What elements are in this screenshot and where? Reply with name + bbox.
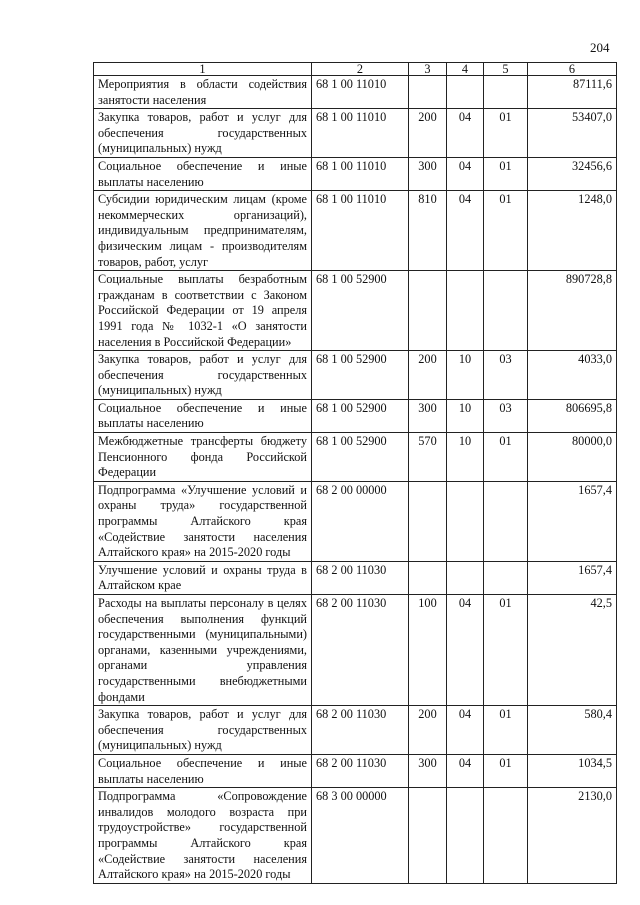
column-header: 2 — [312, 63, 409, 76]
row-code-cell: 68 2 00 11030 — [312, 706, 409, 755]
row-section-cell: 04 — [447, 157, 484, 190]
table-row — [94, 561, 617, 594]
row-name-cell: Закупка товаров, работ и услуг для обеспечения государственных (муниципальных) нужд — [94, 706, 312, 755]
row-amount-cell: 42,5 — [528, 595, 617, 706]
row-code-cell: 68 1 00 52900 — [312, 433, 409, 482]
table-row — [94, 754, 617, 787]
row-section-cell: 04 — [447, 706, 484, 755]
row-section-cell — [447, 788, 484, 884]
table-row — [94, 595, 617, 706]
row-expense-type-cell: 810 — [409, 191, 447, 271]
row-expense-type-cell: 200 — [409, 706, 447, 755]
row-code-cell: 68 1 00 52900 — [312, 271, 409, 351]
row-expense-type-cell: 570 — [409, 433, 447, 482]
row-subsection-cell: 01 — [484, 433, 528, 482]
table-row — [94, 157, 617, 190]
row-name-cell: Подпрограмма «Улучшение условий и охраны труда» государственной программы Алтайского края «Содействие занятости населения Алтайского края» на 2015-2020 годы — [94, 481, 312, 561]
row-name-cell: Межбюджетные трансферты бюджету Пенсионного фонда Российской Федерации — [94, 433, 312, 482]
row-subsection-cell — [484, 481, 528, 561]
row-amount-cell: 890728,8 — [528, 271, 617, 351]
column-header: 3 — [409, 63, 447, 76]
row-subsection-cell: 01 — [484, 706, 528, 755]
row-section-cell — [447, 561, 484, 594]
row-amount-cell: 53407,0 — [528, 109, 617, 158]
row-subsection-cell — [484, 271, 528, 351]
table-row — [94, 109, 617, 158]
row-name-cell: Закупка товаров, работ и услуг для обеспечения государственных (муниципальных) нужд — [94, 351, 312, 400]
row-amount-cell: 1657,4 — [528, 481, 617, 561]
table-row — [94, 76, 617, 109]
table-row — [94, 271, 617, 351]
row-subsection-cell: 01 — [484, 109, 528, 158]
row-expense-type-cell: 100 — [409, 595, 447, 706]
row-name-cell: Подпрограмма «Сопровождение инвалидов молодого возраста при трудоустройстве» государственной программы Алтайского края «Содействие занятости населения Алтайского края» на 2015-2020 годы — [94, 788, 312, 884]
table-row — [94, 351, 617, 400]
row-expense-type-cell: 200 — [409, 109, 447, 158]
row-expense-type-cell — [409, 561, 447, 594]
row-section-cell: 04 — [447, 595, 484, 706]
row-amount-cell: 1657,4 — [528, 561, 617, 594]
row-expense-type-cell — [409, 481, 447, 561]
row-amount-cell: 580,4 — [528, 706, 617, 755]
column-header: 4 — [447, 63, 484, 76]
row-subsection-cell — [484, 561, 528, 594]
row-expense-type-cell: 300 — [409, 754, 447, 787]
row-section-cell: 10 — [447, 351, 484, 400]
row-section-cell — [447, 271, 484, 351]
column-header: 1 — [94, 63, 312, 76]
row-section-cell: 10 — [447, 399, 484, 432]
row-code-cell: 68 2 00 11030 — [312, 595, 409, 706]
row-code-cell: 68 1 00 52900 — [312, 351, 409, 400]
row-name-cell: Закупка товаров, работ и услуг для обеспечения государственных (муниципальных) нужд — [94, 109, 312, 158]
row-subsection-cell: 01 — [484, 595, 528, 706]
row-name-cell: Субсидии юридическим лицам (кроме некоммерческих организаций), индивидуальным предпринимателям, физическим лицам - производителям товаров, работ, услуг — [94, 191, 312, 271]
table-row — [94, 433, 617, 482]
row-amount-cell: 4033,0 — [528, 351, 617, 400]
row-expense-type-cell: 200 — [409, 351, 447, 400]
row-expense-type-cell — [409, 76, 447, 109]
row-amount-cell: 80000,0 — [528, 433, 617, 482]
row-expense-type-cell — [409, 788, 447, 884]
row-code-cell: 68 1 00 52900 — [312, 399, 409, 432]
row-section-cell: 04 — [447, 109, 484, 158]
row-amount-cell: 1248,0 — [528, 191, 617, 271]
table-header-row — [94, 63, 617, 76]
row-code-cell: 68 3 00 00000 — [312, 788, 409, 884]
row-expense-type-cell — [409, 271, 447, 351]
row-name-cell: Социальное обеспечение и иные выплаты населению — [94, 754, 312, 787]
row-subsection-cell: 01 — [484, 754, 528, 787]
table-row — [94, 191, 617, 271]
row-section-cell — [447, 76, 484, 109]
column-header: 5 — [484, 63, 528, 76]
row-section-cell — [447, 481, 484, 561]
row-name-cell: Социальное обеспечение и иные выплаты населению — [94, 399, 312, 432]
row-amount-cell: 2130,0 — [528, 788, 617, 884]
row-name-cell: Расходы на выплаты персоналу в целях обеспечения выполнения функций государственными (муниципальными) органами, казенными учреждениями, органами управления государственными внебюджетными фондами — [94, 595, 312, 706]
budget-table — [93, 62, 617, 884]
row-code-cell: 68 1 00 11010 — [312, 191, 409, 271]
row-code-cell: 68 1 00 11010 — [312, 76, 409, 109]
table-row — [94, 481, 617, 561]
row-code-cell: 68 2 00 11030 — [312, 754, 409, 787]
table-row — [94, 399, 617, 432]
row-amount-cell: 806695,8 — [528, 399, 617, 432]
row-amount-cell: 1034,5 — [528, 754, 617, 787]
row-name-cell: Улучшение условий и охраны труда в Алтайском крае — [94, 561, 312, 594]
row-amount-cell: 87111,6 — [528, 76, 617, 109]
row-code-cell: 68 2 00 11030 — [312, 561, 409, 594]
row-subsection-cell: 03 — [484, 399, 528, 432]
row-code-cell: 68 1 00 11010 — [312, 157, 409, 190]
row-name-cell: Социальное обеспечение и иные выплаты населению — [94, 157, 312, 190]
row-section-cell: 04 — [447, 191, 484, 271]
row-subsection-cell — [484, 76, 528, 109]
row-name-cell: Социальные выплаты безработным гражданам в соответствии с Законом Российской Федерации от 19 апреля 1991 года № 1032-1 «О занятости населения в Российской Федерации» — [94, 271, 312, 351]
row-subsection-cell: 01 — [484, 157, 528, 190]
row-section-cell: 04 — [447, 754, 484, 787]
column-header: 6 — [528, 63, 617, 76]
row-subsection-cell: 01 — [484, 191, 528, 271]
row-code-cell: 68 1 00 11010 — [312, 109, 409, 158]
row-expense-type-cell: 300 — [409, 399, 447, 432]
row-code-cell: 68 2 00 00000 — [312, 481, 409, 561]
table-row — [94, 788, 617, 884]
table-row — [94, 706, 617, 755]
row-expense-type-cell: 300 — [409, 157, 447, 190]
row-subsection-cell: 03 — [484, 351, 528, 400]
row-section-cell: 10 — [447, 433, 484, 482]
row-name-cell: Мероприятия в области содействия занятости населения — [94, 76, 312, 109]
page-number: 204 — [590, 40, 610, 55]
row-amount-cell: 32456,6 — [528, 157, 617, 190]
row-subsection-cell — [484, 788, 528, 884]
